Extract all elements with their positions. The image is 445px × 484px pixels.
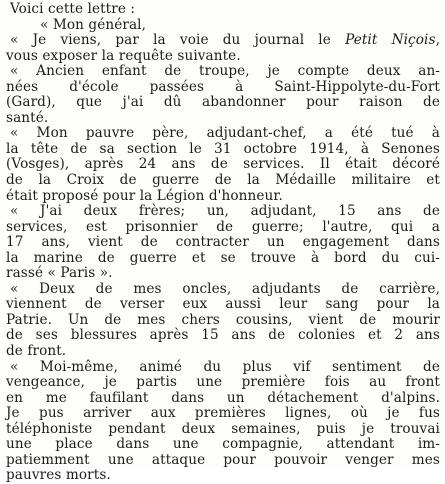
text-line: « Ancien enfant de troupe, je compte deux an-: [10, 63, 440, 80]
text-line: Patrie. Un de mes chers cousins, vient de mourir: [6, 311, 440, 328]
text-line: « Moi-même, animé du plus vif sentiment de: [10, 358, 440, 375]
text-line: la tête de sa section le 31 octobre 1914, à Senones: [6, 140, 440, 157]
text-line: rassé « Paris ».: [6, 265, 113, 282]
text-line: de la Croix de guerre de la Médaille militaire et: [6, 172, 440, 189]
text-line: téléphoniste pendant deux semaines, puis je trouvai: [6, 420, 440, 437]
text-line: nées d'école passées à Saint-Hippolyte-du-Fort: [6, 78, 440, 95]
text-line: (Gard), que j'ai dû abandonner pour raison de: [6, 94, 440, 111]
text-line: de ses blessures après 15 ans de colonies et 2 ans: [6, 327, 440, 344]
text-line: « Je viens, par la voie du journal le Petit Niçois,: [10, 32, 440, 49]
text-line: « Mon pauvre père, adjudant-chef, a été tué à: [10, 125, 440, 142]
text-line: la marine de guerre et se trouve à bord du cui-: [6, 249, 440, 266]
text-line: (Vosges), après 24 ans de services. Il était décoré: [6, 156, 440, 173]
paragraph-schooling: [6, 64, 440, 126]
text-line: « J'ai deux frères; un, adjudant, 15 ans de: [10, 203, 440, 220]
paragraph-myself: [6, 360, 440, 484]
text-line: de front.: [6, 343, 67, 360]
text-line: vous exposer la requête suivante.: [6, 47, 241, 64]
text-line: Je pus arriver aux premières lignes, où je fus: [6, 405, 440, 422]
newspaper-title: Petit Niçois: [345, 32, 436, 49]
salutation-line: « Mon général,: [40, 16, 147, 33]
paragraph-brothers: [6, 204, 440, 282]
text-line: viennent de verser eux aussi leur sang pour la: [6, 296, 440, 313]
text-line: patiemment une attaque pour pouvoir venger mes: [6, 451, 440, 468]
article-column: [6, 2, 440, 484]
paragraph-father: [6, 126, 440, 204]
text-line: en me faufilant dans un détachement d'alpins.: [6, 389, 440, 406]
text-line: était proposé pour la Légion d'honneur.: [6, 187, 283, 204]
text-line: vengeance, je partis une première fois au front: [6, 374, 440, 391]
intro-line: Voici cette lettre :: [10, 1, 136, 17]
text-line: « Deux de mes oncles, adjudants de carrière,: [10, 280, 440, 297]
text-line: pauvres morts.: [6, 467, 111, 484]
text-line: une place dans une compagnie, attendant im-: [6, 436, 440, 453]
paragraph-uncles: [6, 282, 440, 360]
text-line: services, est prisonnier de guerre; l'autre, qui a: [6, 218, 440, 235]
text-line: 17 ans, vient de contracter un engagement dans: [6, 234, 440, 251]
text-line: santé.: [6, 109, 49, 126]
paragraph-request: [6, 33, 440, 64]
